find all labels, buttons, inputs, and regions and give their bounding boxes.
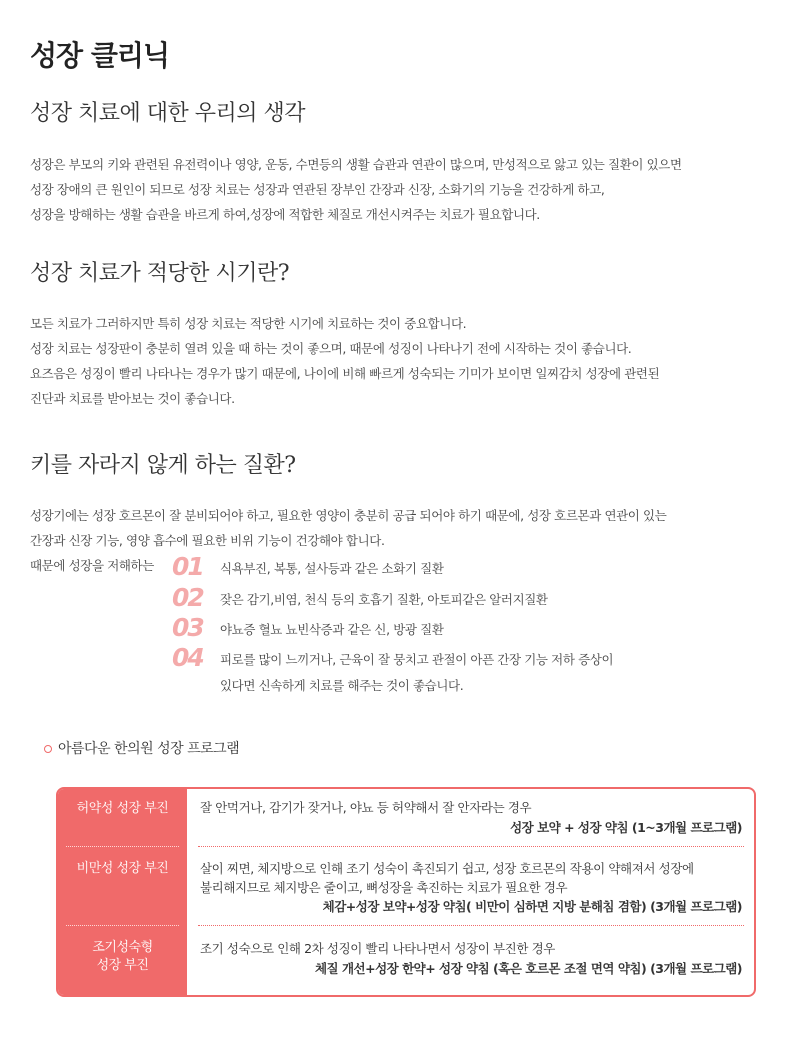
disorder-list-lead: 때문에 성장을 저해하는 <box>30 558 154 573</box>
row-desc-obesity-growth-line2: 불리해지므로 체지방은 줄이고, 뼈성장을 촉진하는 치료가 필요한 경우 <box>200 880 568 895</box>
disorder-item-04-line2: 있다면 신속하게 치료를 해주는 것이 좋습니다. <box>220 678 464 693</box>
row-treatment-weak-growth: 성장 보약 + 성장 약침 (1~3개월 프로그램) <box>510 820 742 835</box>
disorder-item-04-line1: 피로를 많이 느끼거나, 근육이 잘 뭉치고 관절이 아픈 간장 기능 저하 증상이 <box>220 652 614 667</box>
section-heading-growth-disorders: 키를 자라지 않게 하는 질환? <box>30 453 296 478</box>
text-line: 성장 장애의 큰 원인이 되므로 성장 치료는 성장과 연관된 장부인 간장과 신장, 소화기의 기능을 건강하게 하고, <box>30 182 605 197</box>
row-desc-early-maturity: 조기 성숙으로 인해 2차 성징이 빨리 나타나면서 성장이 부진한 경우 <box>200 941 555 956</box>
section-heading-treatment-timing: 성장 치료가 적당한 시기란? <box>30 261 290 286</box>
row-label-early-maturity <box>58 939 187 975</box>
row-treatment-obesity-growth: 체감+성장 보약+성장 약침( 비만이 심하면 지방 분해침 겸함) (3개월 프로그램) <box>322 899 742 914</box>
row-divider <box>198 846 744 847</box>
section-body-growth-philosophy <box>30 152 780 227</box>
row-divider <box>66 925 179 926</box>
row-desc-obesity-growth-line1: 살이 찌면, 체지방으로 인해 조기 성숙이 촉진되기 쉽고, 성장 호르몬의 작용이 약해져서 성장에 <box>200 861 694 876</box>
page-title: 성장 클리닉 <box>30 39 169 72</box>
number-badge-03: 03 <box>172 613 203 642</box>
row-divider <box>198 925 744 926</box>
row-treatment-early-maturity: 체질 개선+성장 한약+ 성장 약침 (혹은 호르몬 조절 면역 약침) (3개월 프로그램) <box>314 961 742 976</box>
row-label-obesity-growth <box>58 860 187 878</box>
text-line: 성장은 부모의 키와 관련된 유전력이나 영양, 운동, 수면등의 생활 습관과 연관이 많으며, 만성적으로 앓고 있는 질환이 있으면 <box>30 157 682 172</box>
number-badge-01: 01 <box>172 552 203 581</box>
row-label-text: 허약성 성장 부진 <box>76 801 169 816</box>
disorder-item-02: 잦은 감기,비염, 천식 등의 호흡기 질환, 아토피같은 알러지질환 <box>220 592 548 607</box>
row-label-text: 비만성 성장 부진 <box>76 861 169 876</box>
section-heading-growth-philosophy: 성장 치료에 대한 우리의 생각 <box>30 101 305 126</box>
text-line: 성장을 방해하는 생활 습관을 바르게 하여,성장에 적합한 체질로 개선시켜주는 치료가 필요합니다. <box>30 207 540 222</box>
text-line: 진단과 치료를 받아보는 것이 좋습니다. <box>30 391 235 406</box>
section-body-growth-disorders <box>30 503 780 553</box>
circle-bullet-icon <box>44 745 52 753</box>
number-badge-04: 04 <box>172 643 203 672</box>
number-badge-02: 02 <box>172 583 203 612</box>
text-line: 모든 치료가 그러하지만 특히 성장 치료는 적당한 시기에 치료하는 것이 중요합니다. <box>30 316 467 331</box>
text-line: 성장기에는 성장 호르몬이 잘 분비되어야 하고, 필요한 영양이 충분히 공급 되어야 하기 때문에, 성장 호르몬과 연관이 있는 <box>30 508 667 523</box>
disorder-item-01: 식욕부진, 복통, 설사등과 같은 소화기 질환 <box>220 561 444 576</box>
text-line: 요즈음은 성징이 빨리 나타나는 경우가 많기 때문에, 나이에 비해 빠르게 성숙되는 기미가 보이면 일찌감치 성장에 관련된 <box>30 366 660 381</box>
text-line: 성장 치료는 성장판이 충분히 열려 있을 때 하는 것이 좋으며, 때문에 성징이 나타나기 전에 시작하는 것이 좋습니다. <box>30 341 632 356</box>
row-label-text: 조기성숙형 <box>92 940 153 955</box>
row-label-weak-growth <box>58 800 187 818</box>
program-heading: 아름다운 한의원 성장 프로그램 <box>58 741 240 757</box>
row-desc-weak-growth: 잘 안먹거나, 감기가 잦거나, 야뇨 등 허약해서 잘 안자라는 경우 <box>200 800 532 815</box>
program-table <box>56 787 756 997</box>
text-line: 간장과 신장 기능, 영양 흡수에 필요한 비위 기능이 건강해야 합니다. <box>30 533 385 548</box>
disorder-item-03: 야뇨증 혈뇨 뇨빈삭증과 같은 신, 방광 질환 <box>220 622 444 637</box>
row-divider <box>66 846 179 847</box>
row-label-text: 성장 부진 <box>96 958 149 973</box>
section-body-treatment-timing <box>30 311 780 411</box>
